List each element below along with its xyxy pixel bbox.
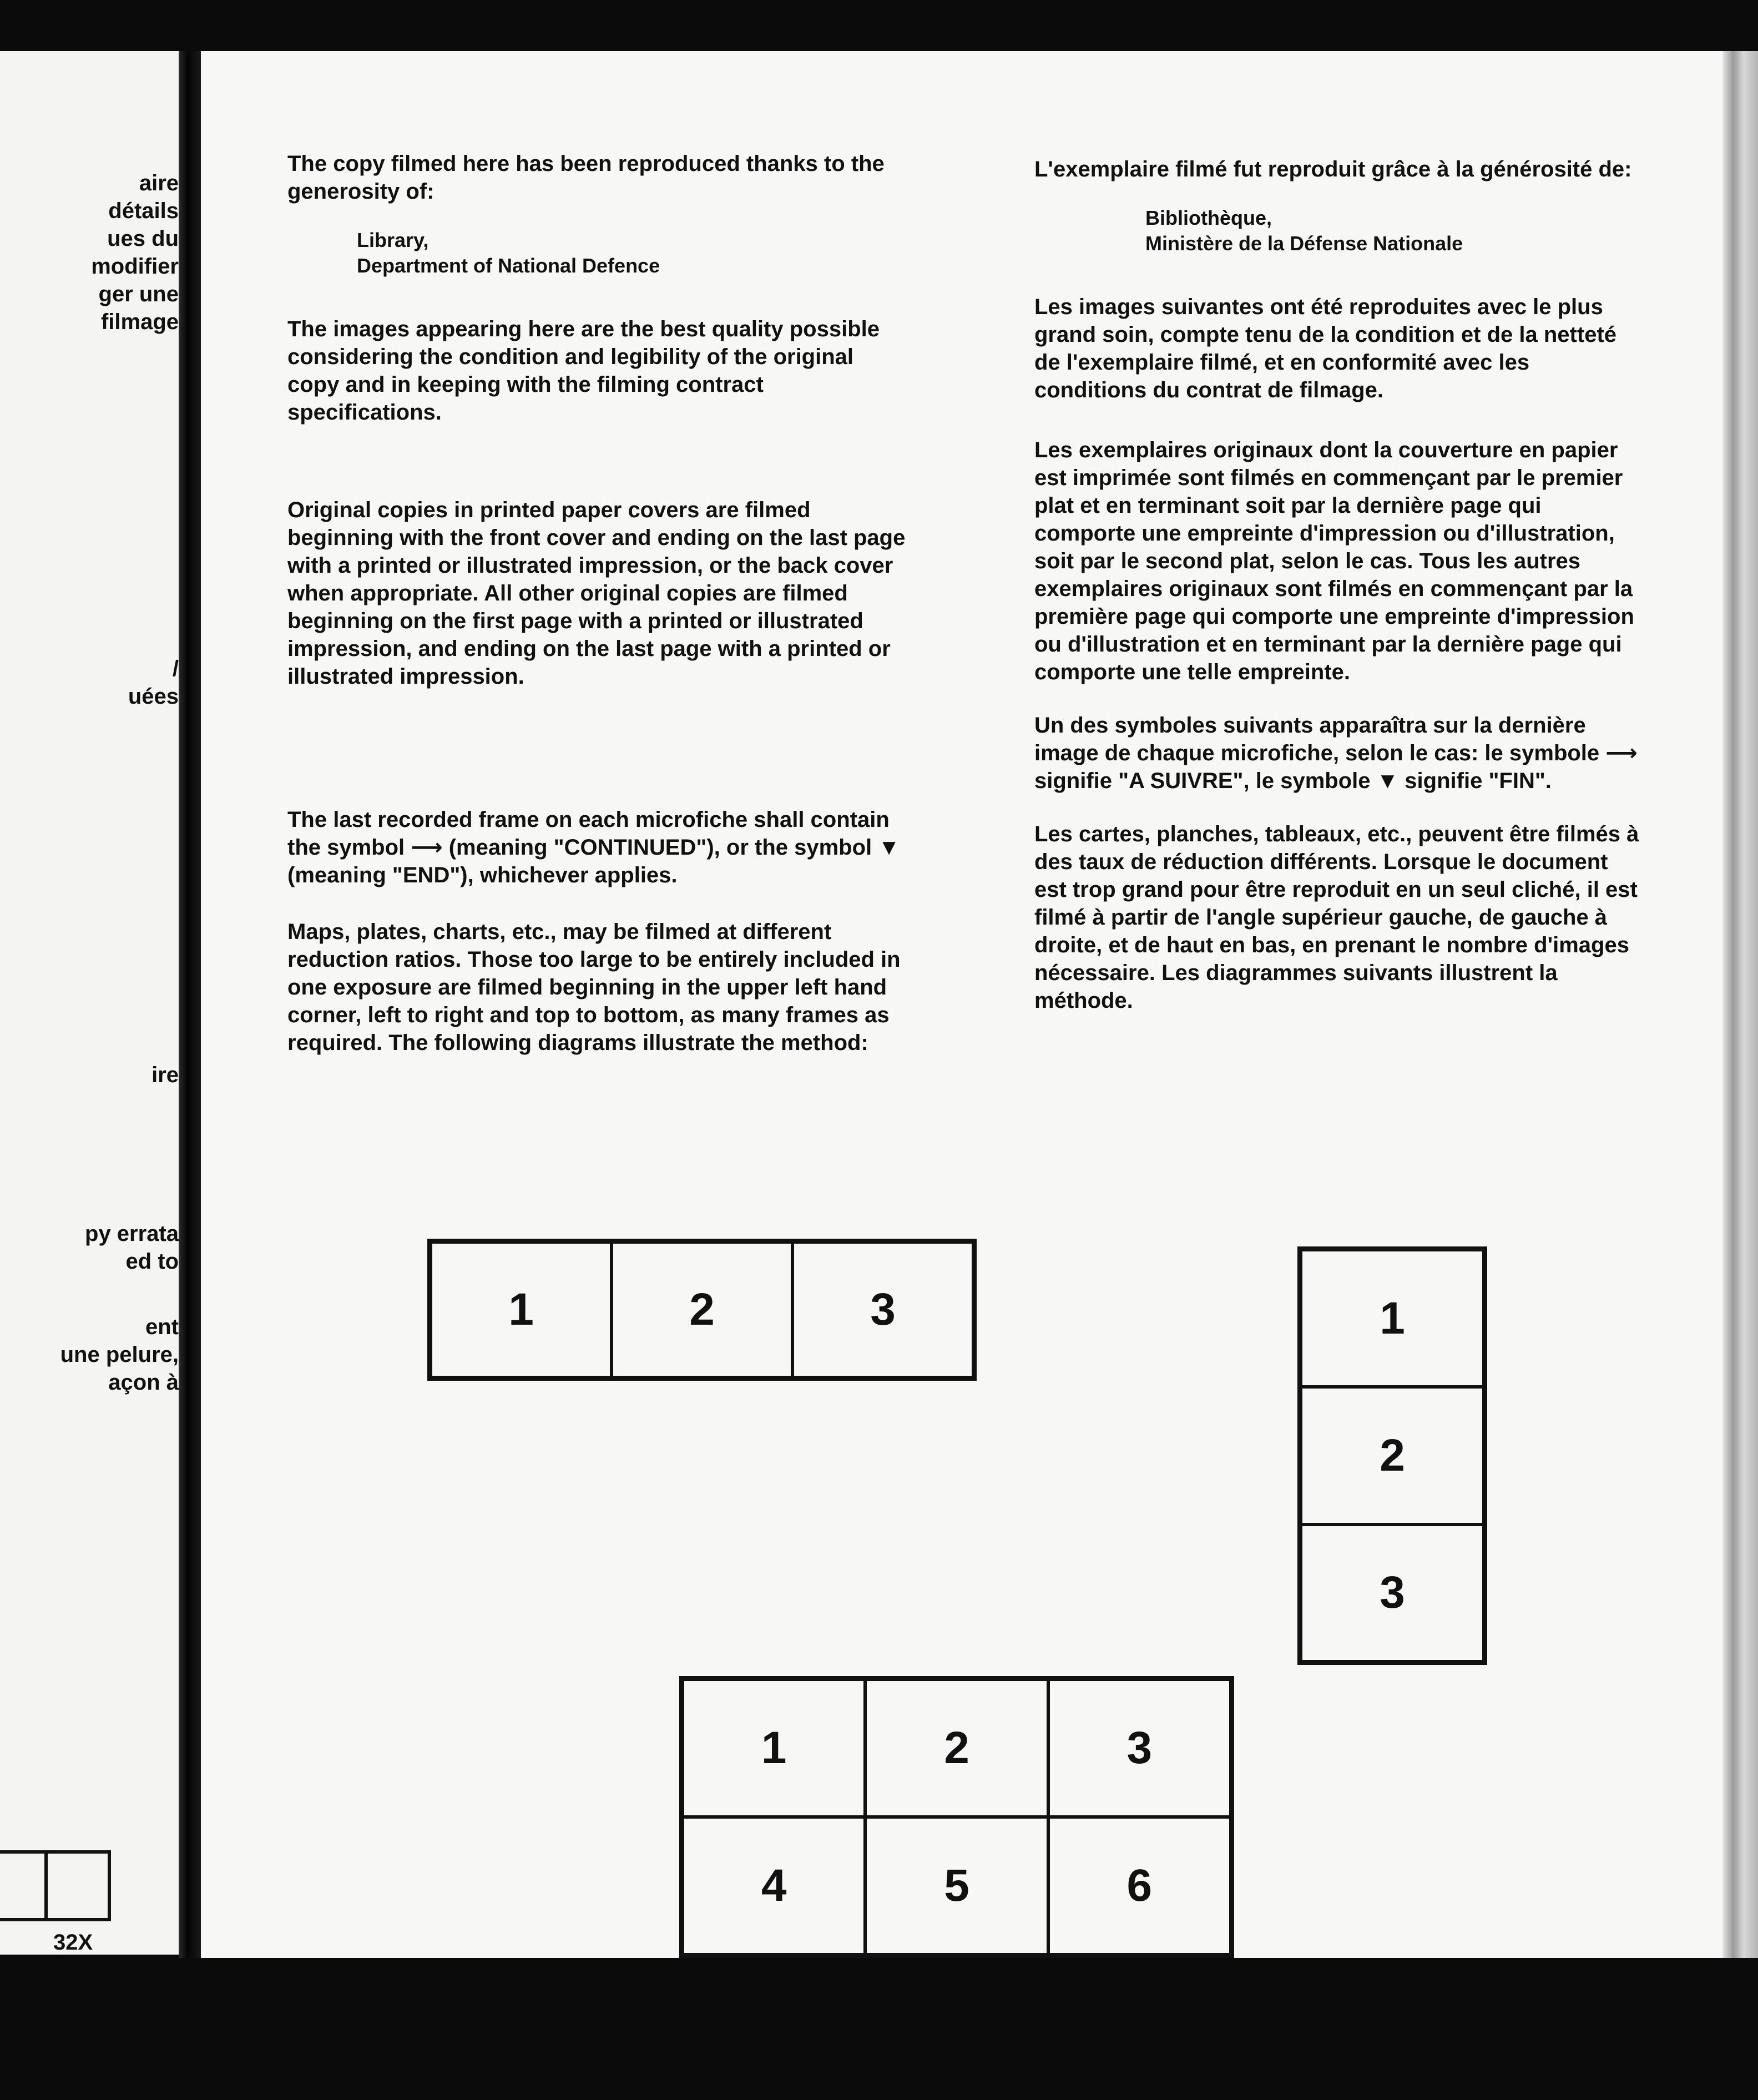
left-page-text-fragment: / bbox=[172, 657, 179, 681]
english-paragraph-5: Maps, plates, charts, etc., may be filmed at different reduction ratios. Those too large to be entirely included in one exposure are filmed beginning in the upper left hand corner, left to right and top to bottom, as many frames as required. The following diagrams illustrate the method: bbox=[287, 920, 901, 1055]
right-edge-strip bbox=[1722, 51, 1758, 1958]
diagram-grid-cell: 2 bbox=[865, 1679, 1048, 1817]
french-paragraph-3: Les exemplaires originaux dont la couverture en papier est imprimée sont filmés en commençant par le premier plat et en terminant soit par la dernière page qui comporte une empreinte d'impression ou d'illustration, soit par le second plat, selon le cas. Tous les autres exemplaires originaux sont filmés en commençant par la première page qui comporte une empreinte d'impression ou d'illustration et en terminant par la dernière page qui comporte une telle empreinte. bbox=[1034, 438, 1634, 684]
french-paragraph-5: Les cartes, planches, tableaux, etc., peuvent être filmés à des taux de réduction différents. Lorsque le document est trop grand pour être reproduit en un seul cliché, il est filmé à partir de l'angle supérieur gauche, de gauche à droite, et de haut en bas, en prenant le nombre d'images nécessaire. Les diagrammes suivants illustrent la méthode. bbox=[1034, 822, 1639, 1013]
left-page bbox=[0, 51, 179, 1955]
diagram-row-cell: 3 bbox=[792, 1242, 973, 1377]
diagram-grid-cell: 5 bbox=[865, 1817, 1048, 1955]
left-page-text-fragment: ed to bbox=[125, 1249, 179, 1274]
french-library-line-1: Bibliothèque, bbox=[1145, 206, 1272, 229]
left-page-text-fragment: aire bbox=[139, 171, 179, 195]
diagram-row bbox=[427, 1239, 977, 1381]
french-paragraph-2: Les images suivantes ont été reproduites avec le plus grand soin, compte tenu de la condition et de la netteté de l'exemplaire filmé, et en conformité avec les conditions du contrat de filmage. bbox=[1034, 295, 1617, 402]
english-paragraph-2: The images appearing here are the best quality possible considering the condition and legibility of the original copy and in keeping with the filming contract specifications. bbox=[287, 317, 880, 425]
page-fold-shadow bbox=[179, 51, 201, 1958]
left-page-text-fragment: modifier bbox=[91, 254, 179, 279]
diagram-grid-cell: 4 bbox=[683, 1817, 865, 1955]
english-paragraph-3: Original copies in printed paper covers are filmed beginning with the front cover and ending on the last page with a printed or illustrated impression, or the back cover when appropriate. All other original copies are filmed beginning on the first page with a printed or illustrated impression, and ending on the last page with a printed or illustrated impression. bbox=[287, 498, 906, 689]
english-library-line-1: Library, bbox=[357, 229, 429, 251]
diagram-row-cell: 1 bbox=[431, 1242, 612, 1377]
english-library-line-2: Department of National Defence bbox=[357, 254, 660, 277]
diagram-row-cell: 2 bbox=[612, 1242, 792, 1377]
left-page-text-fragment: détails bbox=[108, 199, 179, 223]
french-paragraph-4: Un des symboles suivants apparaîtra sur la dernière image de chaque microfiche, selon le cas: le symbole ⟶ signifie "A SUIVRE", le symbole ▼ signifie "FIN". bbox=[1034, 713, 1638, 793]
left-page-text-fragment: ger une bbox=[98, 282, 179, 306]
diagram-grid bbox=[679, 1676, 1234, 1958]
diagram-column bbox=[1297, 1246, 1487, 1665]
diagram-column-cell: 3 bbox=[1301, 1524, 1484, 1662]
left-page-text-fragment: py errata bbox=[85, 1221, 179, 1246]
diagram-column-cell: 2 bbox=[1301, 1387, 1484, 1524]
english-paragraph-4: The last recorded frame on each microfiche shall contain the symbol ⟶ (meaning "CONTINUED"), or the symbol ▼ (meaning "END"), whichever applies. bbox=[287, 807, 900, 887]
english-column bbox=[287, 150, 909, 1057]
french-library-line-2: Ministère de la Défense Nationale bbox=[1145, 232, 1463, 255]
left-page-text-fragment: uées bbox=[128, 684, 179, 709]
english-paragraph-1: The copy filmed here has been reproduced thanks to the generosity of: bbox=[287, 152, 885, 204]
left-page-text-fragment: açon à bbox=[108, 1370, 179, 1395]
left-page-partial-box bbox=[0, 1850, 111, 1921]
diagram-grid-cell: 3 bbox=[1048, 1679, 1231, 1817]
left-page-text-fragment: ent bbox=[145, 1315, 179, 1339]
french-column bbox=[1034, 155, 1639, 1014]
diagram-column-cell: 1 bbox=[1301, 1250, 1484, 1387]
left-page-text-fragment: filmage bbox=[100, 310, 179, 334]
diagram-grid-cell: 6 bbox=[1048, 1817, 1231, 1955]
left-page-text-fragment: ues du bbox=[107, 226, 179, 251]
left-page-text-fragment: ire bbox=[151, 1063, 179, 1087]
french-paragraph-1: L'exemplaire filmé fut reproduit grâce à la générosité de: bbox=[1034, 157, 1632, 181]
left-footer-label: 32X bbox=[53, 1930, 93, 1955]
left-page-text-fragment: une pelure, bbox=[60, 1342, 179, 1367]
diagram-grid-cell: 1 bbox=[683, 1679, 865, 1817]
